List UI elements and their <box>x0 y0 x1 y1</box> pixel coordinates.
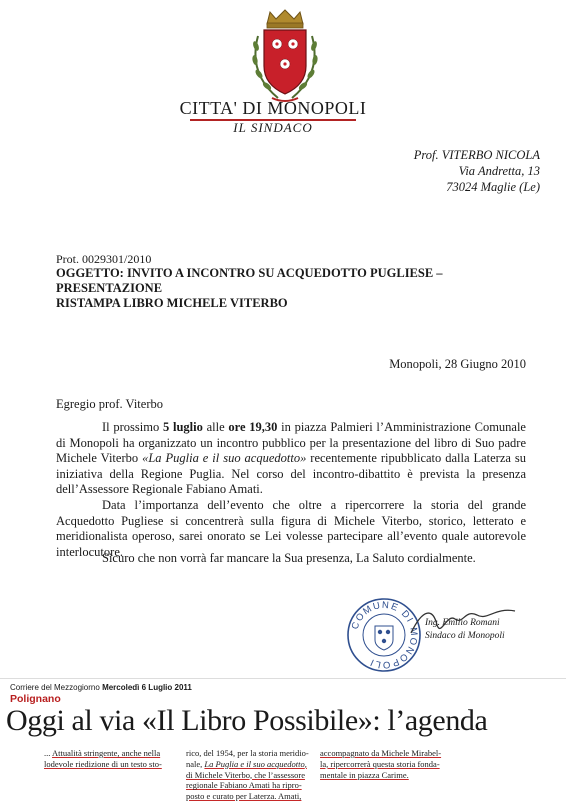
body-paragraph-2: Data l’importanza dell’evento che oltre a ripercorrere la storia del grande Acquedotto Pugliese si concentrerà sulla figura di Michele Viterbo, storico, letterato e meridionalista operoso, sarei onorato se Lei volesse partecipare all’evento quale autorevole interlocutore. <box>56 498 526 559</box>
subject-line-1: OGGETTO: INVITO A INCONTRO SU ACQUEDOTTO PUGLIESE – PRESENTAZIONE <box>56 266 443 295</box>
newspaper-section: Polignano <box>10 693 61 705</box>
letterhead-office: IL SINDACO <box>233 120 313 135</box>
article-column-2 <box>186 748 310 802</box>
col2-book-title: La Puglia e il suo acquedotto <box>204 758 305 769</box>
body-paragraph-3: Sicuro che non vorrà far mancare la Sua presenza, La Saluto cordialmente. <box>102 551 476 565</box>
newspaper-name: Corriere del Mezzogiorno <box>10 683 100 692</box>
handwritten-signature <box>403 603 523 643</box>
article-column-1 <box>44 748 168 770</box>
greeting: Egregio prof. Viterbo <box>56 397 163 411</box>
para1-text-a: Il prossimo <box>102 420 163 434</box>
protocol-number: Prot. 0029301/2010 <box>56 252 152 266</box>
newspaper-date: Mercoledì 6 Luglio 2011 <box>102 683 192 692</box>
para1-text-b: alle <box>202 420 229 434</box>
event-time: ore 19,30 <box>228 420 278 434</box>
col3-text: accompagnato da Michele Mirabel-la, ripercorrerà questa storia fonda-mentale in piazza Carime. <box>320 748 442 780</box>
letterhead-city-name: CITTA' DI MONOPOLI <box>179 98 367 118</box>
city-crest-logo <box>250 8 320 106</box>
place-date: Monopoli, 28 Giugno 2010 <box>389 357 526 371</box>
newspaper-headline: Oggi al via «Il Libro Possibile»: l’agenda <box>6 704 488 737</box>
signature-block <box>425 617 555 643</box>
para1-text-c: in piazza Palmieri l’Amministrazione Comunale di Monopoli ha organizzato un incontro pubblico per la presentazione del libro di Suo padre Michele Viterbo <box>56 420 526 465</box>
para1-text-d: recentemente ripubblicato dalla Laterza su iniziativa della Regione Puglia. Nel corso del incontro-dibattito è prevista la presenza dell’Assessore Regionale Fabiano Amati. <box>56 451 527 496</box>
stamp-text: COMUNE DI MONOPOLI <box>349 599 420 671</box>
newspaper-masthead <box>10 683 192 692</box>
signature-name: Ing. Emilio Romani <box>425 618 500 628</box>
article-column-3 <box>320 748 444 780</box>
recipient-street: Via Andretta, 13 <box>458 164 540 178</box>
book-title: «La Puglia e il suo acquedotto» <box>142 451 307 465</box>
subject-line-2: RISTAMPA LIBRO MICHELE VITERBO <box>56 296 288 310</box>
col2-text-b: , di Michele Viterbo, che l’assessore regionale Fabiano Amati ha ripro-posto e curato per Laterza. Amati, <box>186 758 307 802</box>
col2-text-a: rico, del 1954, per la storia meridio-nale, <box>186 748 309 769</box>
col1-text: Attualità stringente, anche nella lodevole riedizione di un testo sto- <box>44 748 162 769</box>
col1-ellipsis: ... <box>44 748 53 758</box>
recipient-name: Prof. VITERBO NICOLA <box>413 148 540 162</box>
recipient-city: 73024 Maglie (Le) <box>446 180 540 194</box>
body-paragraph-1 <box>56 420 526 498</box>
subject-block <box>56 266 526 311</box>
signature-title: Sindaco di Monopoli <box>425 631 505 641</box>
event-date: 5 luglio <box>162 420 203 434</box>
